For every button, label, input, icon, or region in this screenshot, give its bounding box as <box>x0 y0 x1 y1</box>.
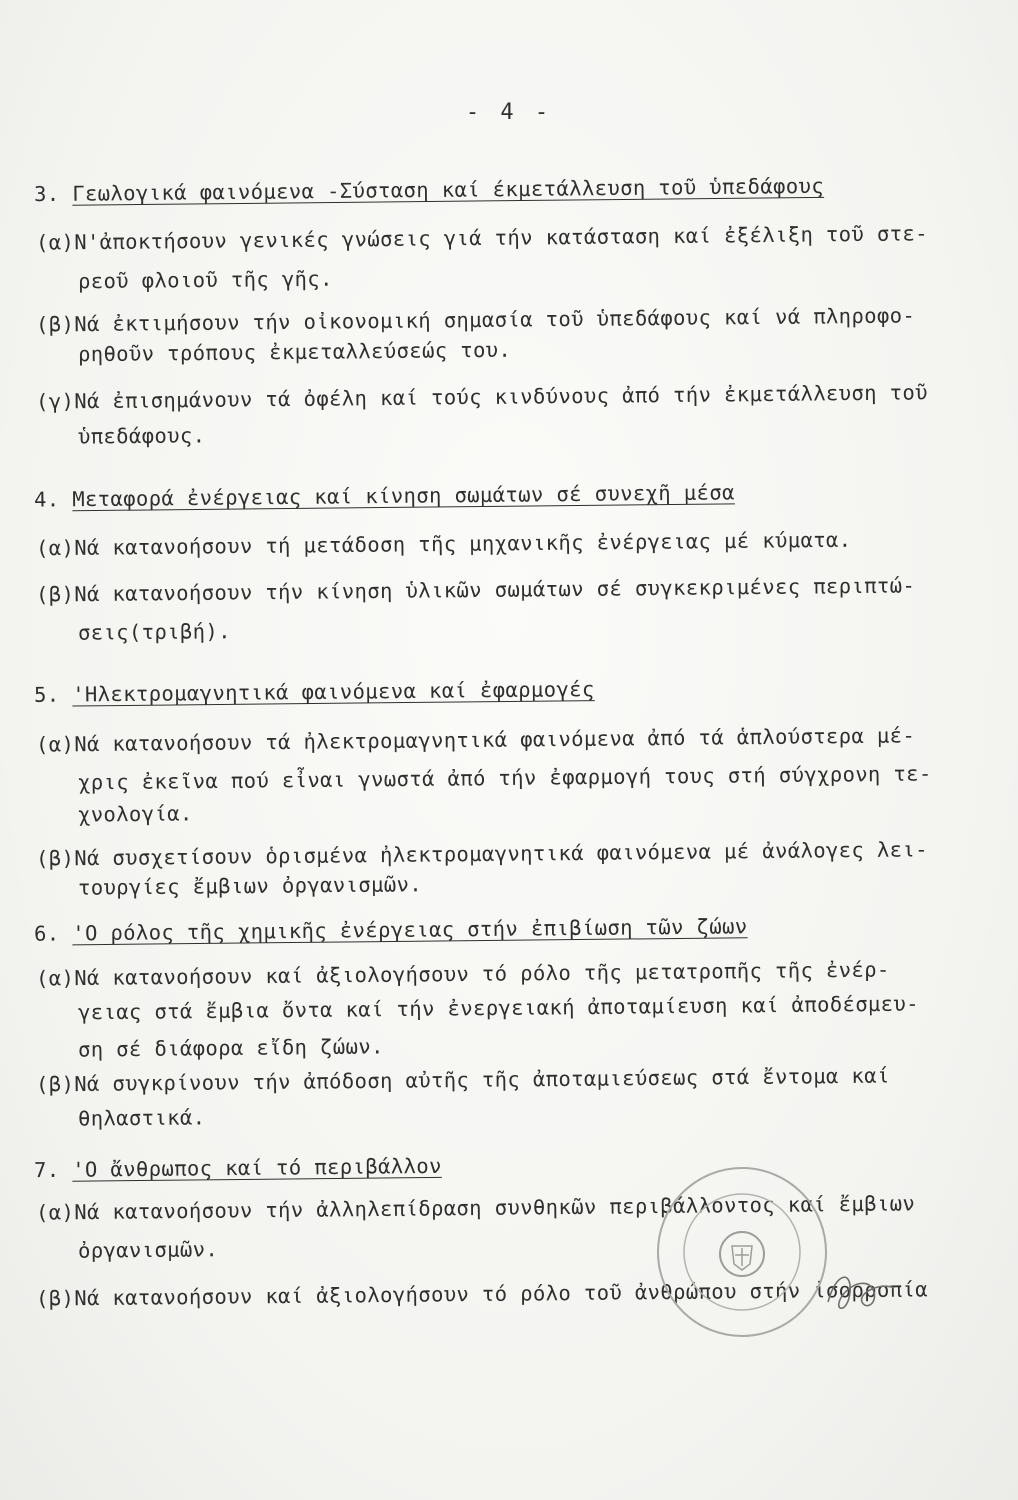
section-6-line-5: θηλαστικά. <box>77 1105 206 1131</box>
section-5-line-4: (β)Νά συσχετίσουν ὁρισμένα ἠλεκτρομαγνητικά φαινόμενα μέ ἀνάλογες λει- <box>35 837 929 871</box>
section-number: 7. <box>33 1157 60 1183</box>
section-6-line-4: (β)Νά συγκρίνουν τήν ἀπόδοση αὐτῆς τῆς ἀποταμιεύσεως στά ἔντομα καί <box>35 1063 890 1097</box>
section-5-line-5: τουργίες ἔμβιων ὀργανισμῶν. <box>77 872 423 900</box>
section-6-line-3: ση σέ διάφορα εἴδη ζώων. <box>77 1034 384 1062</box>
section-number: 6. <box>33 921 60 946</box>
section-title: 'Ηλεκτρομαγνητικά φαινόμενα καί ἐφαρμογές <box>72 677 595 707</box>
page-number: - 4 - <box>465 100 553 125</box>
section-7-line-2: ὀργανισμῶν. <box>77 1237 219 1263</box>
section-3-line-6: ὑπεδάφους. <box>77 423 206 449</box>
section-title: 'Ο ρόλος τῆς χημικῆς ἐνέργειας στήν ἐπιβίωση τῶν ζώων <box>72 914 748 946</box>
section-3-line-4: ρηθοῦν τρόπους ἐκμεταλλεύσεώς του. <box>77 337 512 367</box>
section-5-line-2: χρις ἐκεῖνα πού εἶναι γνωστά ἀπό τήν ἐφαρμογή τους στή σύγχρονη τε- <box>77 761 932 795</box>
section-6-line-1: (α)Νά κατανοήσουν καί ἀξιολογήσουν τό ρόλο τῆς μετατροπῆς τῆς ἐνέρ- <box>35 957 890 991</box>
section-5-line-3: χνολογία. <box>77 801 193 827</box>
section-title: Μεταφορά ἐνέργειας καί κίνηση σωμάτων σέ συνεχῆ μέσα <box>72 480 735 512</box>
section-5-heading <box>34 677 595 707</box>
section-number: 3. <box>33 181 60 207</box>
section-4-line-1: (α)Νά κατανοήσουν τή μετάδοση τῆς μηχανικῆς ἐνέργειας μέ κύματα. <box>35 527 852 561</box>
section-3-line-3: (β)Νά ἐκτιμήσουν τήν οἰκονομική σημασία τοῦ ὑπεδάφους καί νά πληροφο- <box>35 303 916 337</box>
section-7-line-3: (β)Νά κατανοήσουν καί ἀξιολογήσουν τό ρόλο τοῦ ἀνθρώπου στήν ἰσορροπία <box>35 1277 929 1311</box>
section-title: 'Ο ἄνθρωπος καί τό περιβάλλον <box>72 1153 442 1182</box>
section-4-line-3: σεις(τριβή). <box>77 619 232 645</box>
section-4-heading <box>34 480 735 511</box>
section-7-heading <box>34 1154 442 1182</box>
section-7-line-1: (α)Νά κατανοήσουν τήν ἀλληλεπίδραση συνθηκῶν περιβάλλοντος καί ἔμβιων <box>35 1191 916 1225</box>
section-3-heading <box>34 174 824 206</box>
section-3-line-1: (α)Ν'ἀποκτήσουν γενικές γνώσεις γιά τήν κατάσταση καί ἐξέλιξη τοῦ στε- <box>35 221 929 255</box>
section-3-line-5: (γ)Νά ἐπισημάνουν τά ὀφέλη καί τούς κινδύνους ἀπό τήν ἐκμετάλλευση τοῦ <box>35 380 929 414</box>
section-5-line-1: (α)Νά κατανοήσουν τά ἠλεκτρομαγνητικά φαινόμενα ἀπό τά ἁπλούστερα μέ- <box>35 723 916 757</box>
section-6-line-2: γειας στά ἔμβια ὄντα καί τήν ἐνεργειακή ἀποταμίευση καί ἀποδέσμευ- <box>77 991 920 1025</box>
section-4-line-2: (β)Νά κατανοήσουν τήν κίνηση ὑλικῶν σωμάτων σέ συγκεκριμένες περιπτώ- <box>35 573 916 607</box>
section-title: Γεωλογικά φαινόμενα -Σύσταση καί έκμετάλλευση τοῦ ὑπεδάφους <box>72 173 825 206</box>
official-seal-stamp <box>652 1162 832 1342</box>
signature-mark <box>822 1262 902 1322</box>
section-number: 4. <box>33 487 60 512</box>
section-number: 5. <box>33 682 60 707</box>
section-6-heading <box>34 914 748 945</box>
section-3-line-2: ρεοῦ φλοιοῦ τῆς γῆς. <box>77 266 333 294</box>
